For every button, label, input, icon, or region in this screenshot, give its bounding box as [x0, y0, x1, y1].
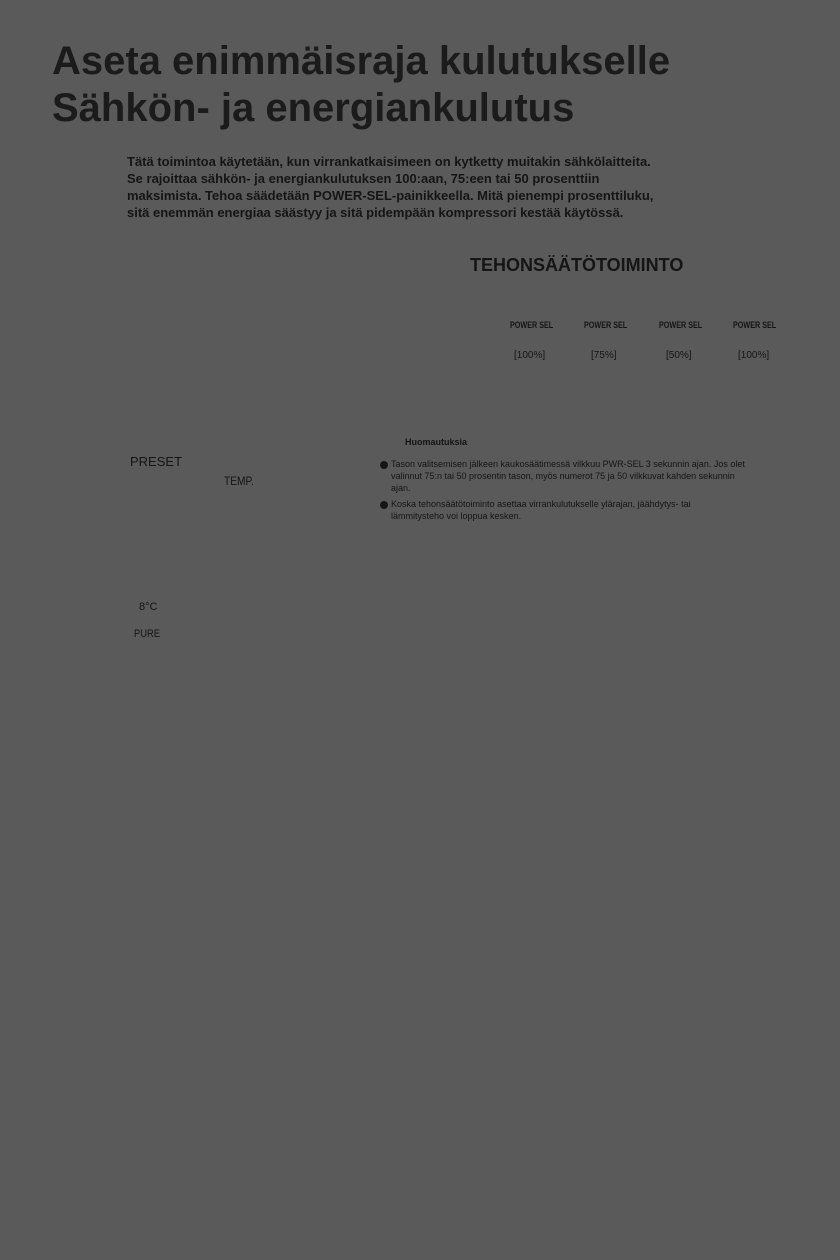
note-line: Koska tehonsäätötoiminto asettaa virrankulutukselle ylärajan, jäähdytys- tai — [391, 499, 691, 509]
note-line: valinnut 75:n tai 50 prosentin tason, myös numerot 75 ja 50 vilkkuvat kahden sekunnin — [391, 471, 735, 481]
power-sel-step-label: POWER SEL — [659, 320, 703, 330]
power-control-heading: TEHONSÄÄTÖTOIMINTO — [470, 255, 684, 275]
bullet-icon — [380, 461, 388, 469]
page-subtitle: Sähkön- ja energiankulutus — [52, 86, 575, 130]
intro-line: sitä enemmän energiaa säästyy ja sitä pidempään kompressori kestää käytössä. — [127, 205, 624, 220]
power-sel-step-label: POWER SEL — [584, 320, 628, 330]
remote-temp-label: TEMP. — [224, 474, 254, 488]
intro-line: Tätä toimintoa käytetään, kun virrankatkaisimeen on kytketty muitakin sähkölaitteita. — [127, 154, 651, 169]
power-sel-step-value: [100%] — [738, 350, 770, 361]
note-line: lämmitysteho voi loppua kesken. — [391, 511, 522, 521]
note-line: ajan. — [391, 483, 411, 493]
bullet-icon — [380, 501, 388, 509]
note-line: Tason valitsemisen jälkeen kaukosäätimessä vilkkuu PWR-SEL 3 sekunnin ajan. Jos olet — [391, 459, 745, 469]
note-item — [380, 498, 830, 522]
remote-pure-label: PURE — [134, 628, 160, 640]
intro-line: maksimista. Tehoa säädetään POWER-SEL-painikkeella. Mitä pienempi prosenttiluku, — [127, 188, 654, 203]
power-sel-step-value: [75%] — [591, 350, 617, 361]
intro-line: Se rajoittaa sähkön- ja energiankulutuksen 100:aan, 75:een tai 50 prosenttiin — [127, 171, 600, 186]
power-sel-step-value: [100%] — [514, 350, 546, 361]
notes-heading: Huomautuksia — [405, 437, 468, 447]
note-item — [380, 458, 830, 494]
power-sel-step-label: POWER SEL — [733, 320, 777, 330]
intro-paragraph — [127, 153, 817, 221]
remote-temp-value: 8°C — [139, 601, 158, 613]
page-title: Aseta enimmäisraja kulutukselle — [52, 39, 671, 83]
remote-preset-label: PRESET — [130, 454, 183, 469]
power-sel-step-value: [50%] — [666, 350, 692, 361]
power-sel-step-label: POWER SEL — [510, 320, 554, 330]
